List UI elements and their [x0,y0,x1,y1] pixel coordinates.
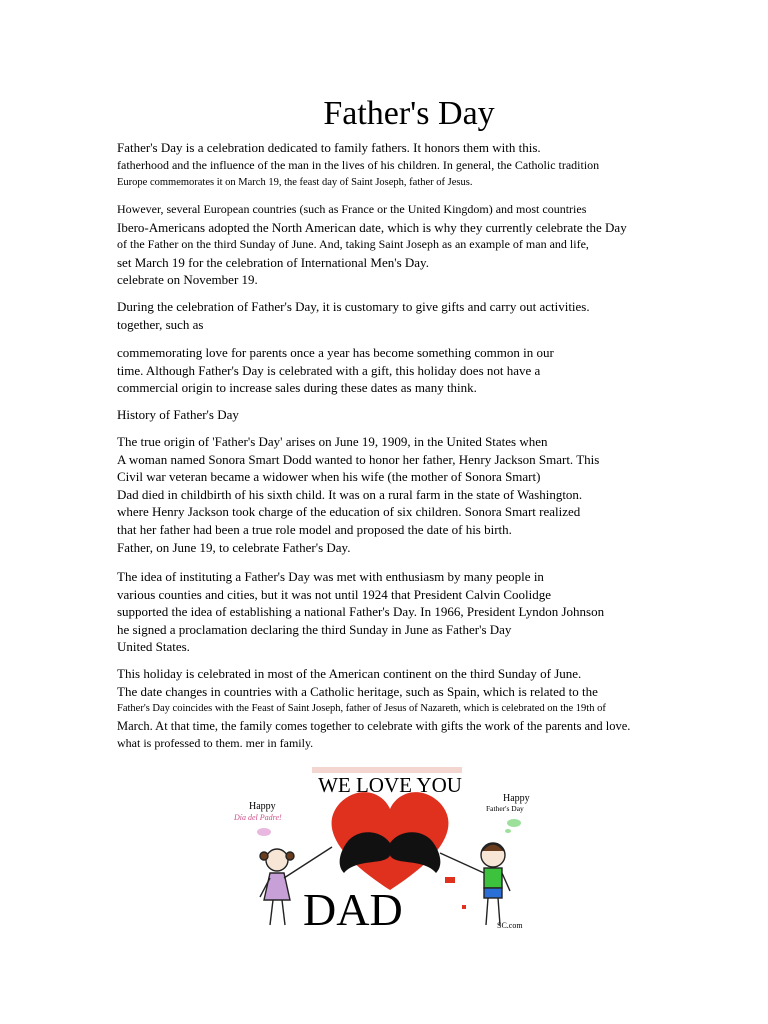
paragraph-line: History of Father's Day [117,407,239,422]
right-bubble-happy: Happy [503,793,530,804]
thought-bubble-right-small [505,829,511,833]
paragraph [117,344,554,397]
left-bubble-dia: Día del Padre! [234,813,282,822]
paragraph-line: Dad died in childbirth of his sixth child. It was on a rural farm in the state of Washington. [117,486,583,502]
dad-text: DAD [303,884,403,935]
credit-text: SC.com [497,921,523,930]
paragraph-line: The true origin of 'Father's Day' arises on June 19, 1909, in the United States when [117,434,548,449]
paragraph [117,665,630,753]
paragraph-line: what is professed to them. mer in family. [117,736,314,751]
boy-figure [440,843,510,925]
left-bubble-happy: Happy [249,801,276,812]
paragraph [117,406,239,424]
paragraph [117,298,590,333]
paragraph-line: set March 19 for the celebration of International Men's Day. [117,254,429,270]
paragraph-line: commemorating love for parents once a year has become something common in our [117,345,554,360]
paragraph-line: commercial origin to increase sales during these dates as many think. [117,380,477,396]
red-accent [445,877,455,883]
paragraph-line: Father's Day coincides with the Feast of Saint Joseph, father of Jesus of Nazareth, which is celebrated on the 19th of [117,703,606,715]
paragraph-line: A woman named Sonora Smart Dodd wanted to honor her father, Henry Jackson Smart. This [117,451,600,467]
paragraph-line: he signed a proclamation declaring the third Sunday in June as Father's Day [117,621,512,637]
banner-text: WE LOVE YOU [318,773,462,797]
paragraph-line: March. At that time, the family comes together to celebrate with gifts the work of the parents and love. [117,718,631,733]
red-accent-small [462,905,466,909]
paragraph-line: together, such as [117,316,204,332]
fathers-day-illustration [234,765,540,935]
paragraph-line: that her father had been a true role model and proposed the date of his birth. [117,521,512,537]
paragraph-line: Father, on June 19, to celebrate Father's Day. [117,539,351,555]
paragraph-line: However, several European countries (such as France or the United Kingdom) and most countries [117,202,587,216]
paragraph-line: Father's Day is a celebration dedicated to family fathers. It honors them with this. [117,140,541,155]
paragraph-line: of the Father on the third Sunday of June. And, taking Saint Joseph as an example of man and life, [117,237,589,252]
paragraph [117,139,599,192]
paragraph-line: fatherhood and the influence of the man in the lives of his children. In general, the Catholic tradition [117,157,600,172]
paragraph-line: The date changes in countries with a Catholic heritage, such as Spain, which is related to the [117,683,598,699]
paragraph-line: celebrate on November 19. [117,272,258,288]
paragraph [117,568,604,656]
page-title: Father's Day [323,95,495,132]
thought-bubble-right [507,819,521,827]
paragraph-line: supported the idea of establishing a national Father's Day. In 1966, President Lyndon Johnson [117,604,605,620]
paragraph-line: Civil war veteran became a widower when his wife (the mother of Sonora Smart) [117,469,541,485]
paragraph-line: Ibero-Americans adopted the North American date, which is why they currently celebrate the Day [117,219,627,235]
paragraph-line: During the celebration of Father's Day, it is customary to give gifts and carry out activities. [117,299,590,314]
paragraph-line: Europe commemorates it on March 19, the feast day of Saint Joseph, father of Jesus. [117,177,473,189]
paragraph-line: where Henry Jackson took charge of the education of six children. Sonora Smart realized [117,504,581,520]
paragraph-line: The idea of instituting a Father's Day was met with enthusiasm by many people in [117,569,544,584]
paragraph-line: United States. [117,639,190,655]
paragraph-line: This holiday is celebrated in most of the American continent on the third Sunday of June. [117,666,582,681]
paragraph [117,433,599,556]
paragraph [117,201,627,289]
paragraph-line: various counties and cities, but it was not until 1924 that President Calvin Coolidge [117,586,552,602]
body-text [117,0,677,760]
right-bubble-fathers-day: Father's Day [486,804,524,813]
thought-bubble-left [257,828,271,836]
paragraph-line: time. Although Father's Day is celebrated with a gift, this holiday does not have a [117,362,541,378]
